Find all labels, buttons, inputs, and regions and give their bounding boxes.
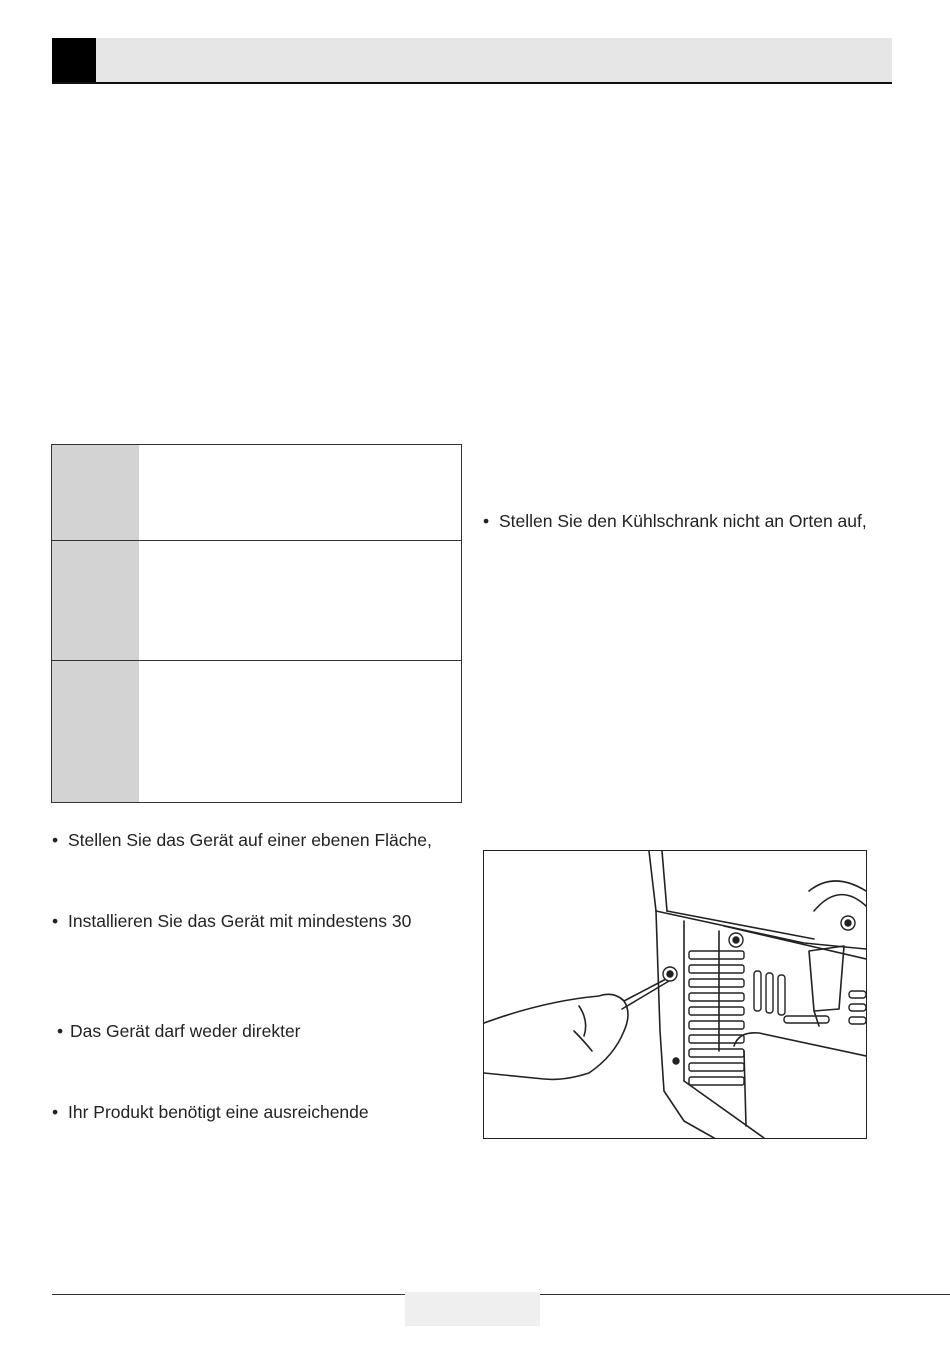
bullet-level-surface [52,829,432,851]
bullet-text: Stellen Sie das Gerät auf einer ebenen Fläche, [68,830,432,850]
bullet-location [483,510,867,532]
hand-screwdriver-panel-icon [484,851,866,1138]
bullet-marker: • [57,1021,64,1041]
table-cell-class [52,541,139,660]
installation-illustration [483,850,867,1139]
section-number-box [52,38,96,82]
table-row [52,661,461,802]
bullet-text: Installieren Sie das Gerät mit mindestens 30 [68,911,412,931]
bullet-sunlight [57,1020,301,1042]
bullet-marker: • [52,1102,59,1122]
table-cell-class [52,445,139,540]
bullet-marker: • [52,830,59,850]
page-number-tab [405,1292,540,1326]
bullet-marker: • [483,511,490,531]
table-cell-class [52,661,139,802]
table-row [52,541,461,661]
bullet-marker: • [52,911,59,931]
section-header-bar [52,38,892,84]
bullet-text: Stellen Sie den Kühlschrank nicht an Orten auf, [499,511,867,531]
climate-class-table [51,444,462,803]
bullet-text: Das Gerät darf weder direkter [70,1021,301,1041]
bullet-ventilation [52,1101,369,1123]
bullet-clearance [52,910,411,932]
table-row [52,445,461,541]
bullet-text: Ihr Produkt benötigt eine ausreichende [68,1102,369,1122]
